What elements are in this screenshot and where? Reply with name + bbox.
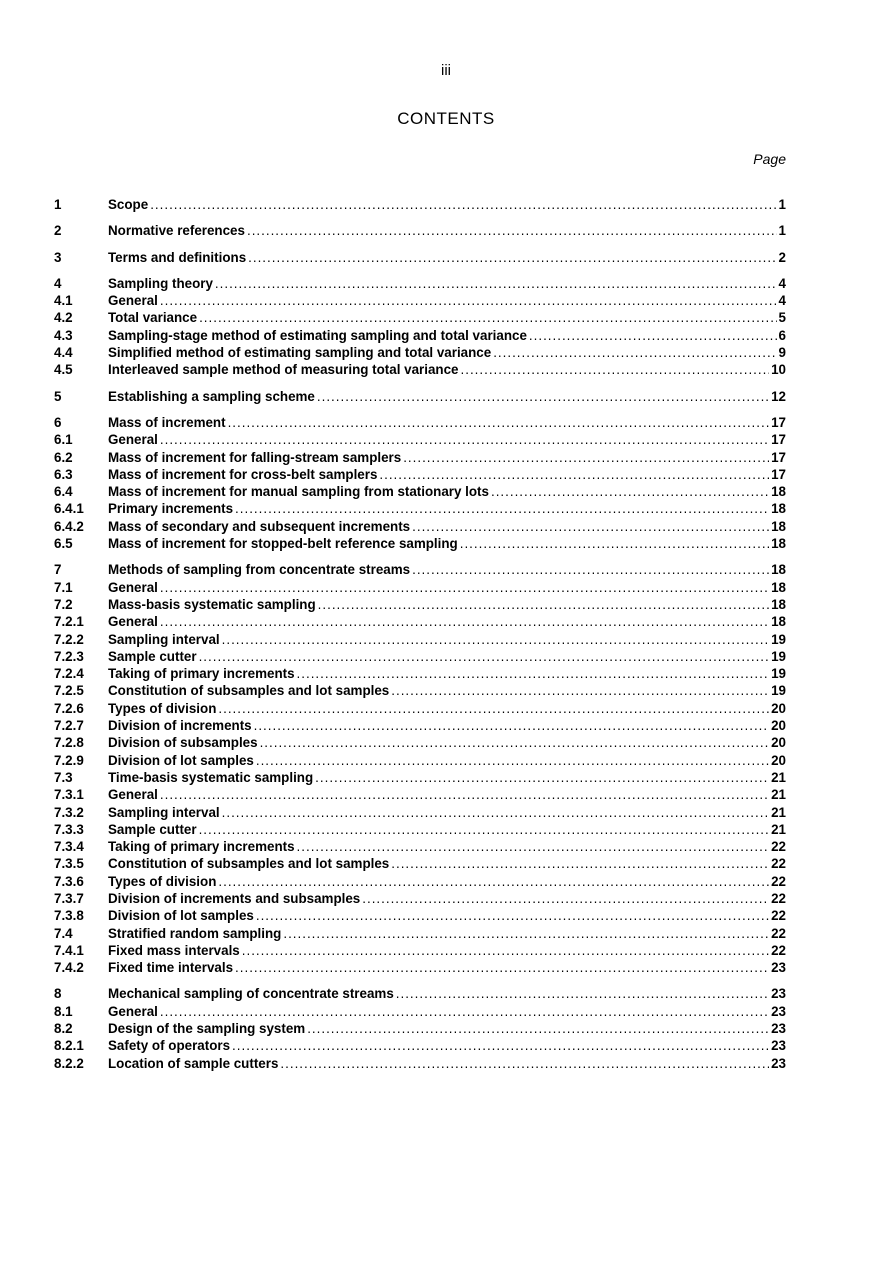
- toc-entry-number: 7.3.1: [54, 787, 84, 803]
- toc-entry[interactable]: [54, 483, 786, 500]
- toc-dot-leader: [218, 700, 769, 717]
- toc-entry[interactable]: [54, 717, 786, 734]
- toc-dot-leader: [222, 631, 769, 648]
- toc-entry-number: 7.3.5: [54, 856, 84, 872]
- toc-section-group: [54, 414, 786, 552]
- toc-dot-leader: [160, 786, 769, 803]
- toc-entry-title: Safety of operators: [108, 1038, 231, 1054]
- toc-entry-number: 7.1: [54, 579, 73, 595]
- toc-entry[interactable]: [54, 1037, 786, 1054]
- toc-dot-leader: [317, 388, 769, 405]
- toc-entry-page: 22: [771, 925, 786, 941]
- toc-entry-number: 7.2.1: [54, 614, 84, 630]
- toc-entry-title: Mass-basis systematic sampling: [108, 596, 316, 612]
- toc-section-group: [54, 275, 786, 379]
- toc-entry-page: 23: [771, 960, 786, 976]
- toc-entry-title: Location of sample cutters: [108, 1055, 279, 1071]
- toc-entry-title: General: [108, 787, 158, 803]
- toc-entry-page: 23: [771, 1055, 786, 1071]
- toc-entry-page: 17: [771, 414, 786, 430]
- toc-dot-leader: [218, 873, 769, 890]
- toc-entry[interactable]: [54, 907, 786, 924]
- toc-entry-page: 22: [771, 890, 786, 906]
- toc-dot-leader: [412, 518, 769, 535]
- toc-dot-leader: [391, 855, 769, 872]
- toc-entry-title: Primary increments: [108, 501, 234, 517]
- toc-entry-page: 21: [771, 787, 786, 803]
- page-number: iii: [441, 62, 451, 79]
- toc-entry-number: 7.4.2: [54, 960, 84, 976]
- toc-entry-title: General: [108, 293, 158, 309]
- toc-entry-page: 22: [771, 856, 786, 872]
- toc-entry-page: 23: [771, 1003, 786, 1019]
- toc-section-group: [54, 561, 786, 976]
- toc-entry-number: 5: [54, 388, 62, 404]
- toc-entry[interactable]: [54, 890, 786, 907]
- toc-dot-leader: [160, 431, 769, 448]
- toc-entry-page: 20: [771, 735, 786, 751]
- toc-entry-title: Simplified method of estimating sampling and total variance: [108, 345, 492, 361]
- toc-entry-title: Scope: [108, 197, 149, 212]
- toc-dot-leader: [160, 579, 769, 596]
- toc-dot-leader: [315, 769, 769, 786]
- toc-entry-number: 6.4: [54, 484, 73, 500]
- toc-entry[interactable]: [54, 631, 786, 648]
- toc-entry[interactable]: [54, 500, 786, 517]
- toc-dot-leader: [297, 838, 770, 855]
- toc-entry-number: 2: [54, 223, 62, 239]
- toc-entry-title: Taking of primary increments: [108, 839, 295, 855]
- toc-entry-page: 21: [771, 804, 786, 820]
- toc-entry-page: 5: [778, 310, 786, 326]
- toc-dot-leader: [260, 734, 770, 751]
- toc-entry-title: Sample cutter: [108, 821, 197, 837]
- toc-entry[interactable]: [54, 344, 786, 361]
- toc-dot-leader: [307, 1020, 769, 1037]
- toc-dot-leader: [160, 1003, 769, 1020]
- toc-section-group: [54, 985, 786, 1071]
- toc-entry-page: 20: [771, 700, 786, 716]
- toc-entry[interactable]: [54, 431, 786, 448]
- toc-dot-leader: [235, 959, 769, 976]
- toc-entry-page: 17: [771, 466, 786, 482]
- toc-entry-page: 18: [771, 501, 786, 517]
- toc-dot-leader: [396, 985, 769, 1002]
- toc-entry-number: 6.4.1: [54, 501, 84, 517]
- toc-entry-number: 8.2: [54, 1021, 73, 1037]
- toc-dot-leader: [318, 596, 769, 613]
- toc-entry-number: 6: [54, 414, 62, 430]
- toc-entry-number: 7.2.4: [54, 666, 84, 682]
- toc-entry-title: Mass of increment: [108, 414, 226, 430]
- toc-entry-number: 7.3.2: [54, 804, 84, 820]
- toc-entry-title: Sampling interval: [108, 804, 220, 820]
- toc-entry-title: Division of subsamples: [108, 735, 258, 751]
- toc-entry-page: 17: [771, 449, 786, 465]
- toc-entry[interactable]: [54, 613, 786, 630]
- toc-dot-leader: [228, 414, 770, 431]
- toc-entry[interactable]: [54, 1003, 786, 1020]
- toc-entry-number: 1: [54, 197, 62, 212]
- toc-entry-page: 18: [771, 562, 786, 578]
- toc-entry-title: Stratified random sampling: [108, 925, 282, 941]
- toc-entry-page: 19: [771, 666, 786, 682]
- toc-entry-number: 7.2.3: [54, 648, 84, 664]
- toc-dot-leader: [199, 821, 770, 838]
- toc-entry-number: 4.5: [54, 362, 73, 378]
- toc-dot-leader: [297, 665, 770, 682]
- toc-entry[interactable]: [54, 700, 786, 717]
- toc-entry-title: Types of division: [108, 873, 217, 889]
- toc-entry-number: 4: [54, 275, 62, 291]
- toc-entry[interactable]: [54, 535, 786, 552]
- toc-entry-page: 23: [771, 986, 786, 1002]
- toc-dot-leader: [235, 500, 769, 517]
- toc-entry[interactable]: [54, 682, 786, 699]
- toc-entry[interactable]: [54, 985, 786, 1002]
- toc-entry-title: Mass of increment for falling-stream samplers: [108, 449, 402, 465]
- toc-entry-number: 6.2: [54, 449, 73, 465]
- toc-entry-title: Division of lot samples: [108, 908, 254, 924]
- toc-entry-number: 8.1: [54, 1003, 73, 1019]
- page-column-label: Page: [753, 151, 786, 167]
- toc-entry[interactable]: [54, 648, 786, 665]
- toc-dot-leader: [256, 907, 769, 924]
- toc-entry-title: Interleaved sample method of measuring total variance: [108, 362, 459, 378]
- toc-entry-title: Sampling interval: [108, 631, 220, 647]
- toc-entry[interactable]: [54, 734, 786, 751]
- toc-entry-number: 4.1: [54, 293, 73, 309]
- toc-entry-number: 6.3: [54, 466, 73, 482]
- toc-entry-page: 21: [771, 821, 786, 837]
- toc-entry-page: 19: [771, 631, 786, 647]
- toc-entry-number: 7.3: [54, 769, 73, 785]
- toc-entry-title: Types of division: [108, 700, 217, 716]
- toc-entry-page: 4: [778, 293, 786, 309]
- toc-section-group: [54, 222, 786, 239]
- toc-entry[interactable]: [54, 665, 786, 682]
- toc-entry-title: Constitution of subsamples and lot samples: [108, 856, 390, 872]
- toc-dot-leader: [283, 925, 769, 942]
- toc-entry-page: 18: [771, 614, 786, 630]
- toc-entry[interactable]: [54, 579, 786, 596]
- toc-entry[interactable]: [54, 275, 786, 292]
- toc-entry-page: 23: [771, 1038, 786, 1054]
- toc-entry-title: Design of the sampling system: [108, 1021, 306, 1037]
- toc-entry-page: 1: [778, 197, 786, 212]
- toc-entry-page: 9: [778, 345, 786, 361]
- toc-entry-number: 7.3.7: [54, 890, 84, 906]
- toc-entry-number: 7.3.8: [54, 908, 84, 924]
- toc-entry-title: Mass of increment for stopped-belt reference sampling: [108, 536, 458, 552]
- toc-entry[interactable]: [54, 1055, 786, 1072]
- toc-dot-leader: [412, 561, 769, 578]
- toc-dot-leader: [242, 942, 769, 959]
- toc-dot-leader: [160, 613, 769, 630]
- toc-dot-leader: [215, 275, 777, 292]
- toc-entry[interactable]: [54, 327, 786, 344]
- toc-dot-leader: [254, 717, 769, 734]
- toc-entry-number: 7.2.5: [54, 683, 84, 699]
- toc-entry-page: 12: [771, 388, 786, 404]
- toc-section-group: [54, 249, 786, 266]
- toc-entry-page: 18: [771, 596, 786, 612]
- toc-dot-leader: [222, 804, 769, 821]
- toc-entry-title: General: [108, 1003, 158, 1019]
- toc-entry[interactable]: [54, 292, 786, 309]
- toc-entry-page: 18: [771, 579, 786, 595]
- toc-entry[interactable]: [54, 414, 786, 431]
- toc-entry-title: Sampling-stage method of estimating sampling and total variance: [108, 327, 527, 343]
- toc-entry[interactable]: [54, 769, 786, 786]
- toc-entry-title: Taking of primary increments: [108, 666, 295, 682]
- toc-dot-leader: [461, 361, 770, 378]
- toc-entry-number: 7.3.6: [54, 873, 84, 889]
- toc-entry-number: 7.2.8: [54, 735, 84, 751]
- toc-dot-leader: [403, 449, 769, 466]
- toc-entry-page: 18: [771, 484, 786, 500]
- toc-entry-title: Mass of increment for cross-belt samplers: [108, 466, 378, 482]
- toc-entry[interactable]: [54, 361, 786, 378]
- toc-entry-page: 1: [778, 223, 786, 239]
- toc-entry-page: 23: [771, 1021, 786, 1037]
- toc-entry-title: Sample cutter: [108, 648, 197, 664]
- toc-dot-leader: [460, 535, 769, 552]
- toc-dot-leader: [256, 752, 769, 769]
- toc-entry-page: 22: [771, 908, 786, 924]
- toc-entry-page: 21: [771, 769, 786, 785]
- toc-entry-number: 4.3: [54, 327, 73, 343]
- toc-entry-title: Sampling theory: [108, 275, 213, 291]
- toc-entry-page: 20: [771, 718, 786, 734]
- toc-entry-page: 18: [771, 518, 786, 534]
- toc-dot-leader: [247, 222, 777, 239]
- toc-entry-number: 8: [54, 986, 62, 1002]
- toc-entry[interactable]: [54, 249, 786, 266]
- toc-entry-title: Mechanical sampling of concentrate streams: [108, 986, 394, 1002]
- toc-entry-page: 19: [771, 648, 786, 664]
- toc-section-group: [54, 196, 786, 213]
- toc-entry-number: 4.2: [54, 310, 73, 326]
- toc-entry-title: Mass of increment for manual sampling from stationary lots: [108, 484, 489, 500]
- toc-entry-number: 6.5: [54, 536, 73, 552]
- toc-entry-page: 22: [771, 839, 786, 855]
- toc-dot-leader: [280, 1055, 769, 1072]
- toc-entry[interactable]: [54, 855, 786, 872]
- toc-entry-page: 19: [771, 683, 786, 699]
- toc-entry[interactable]: [54, 804, 786, 821]
- toc-entry-number: 3: [54, 249, 62, 265]
- toc-dot-leader: [391, 682, 769, 699]
- toc-entry-page: 6: [778, 327, 786, 343]
- toc-entry-title: General: [108, 579, 158, 595]
- contents-title: CONTENTS: [397, 109, 495, 128]
- toc-entry[interactable]: [54, 942, 786, 959]
- toc-entry-title: Fixed mass intervals: [108, 942, 240, 958]
- toc-entry[interactable]: [54, 388, 786, 405]
- toc-entry-title: Constitution of subsamples and lot samples: [108, 683, 390, 699]
- toc-entry-number: 6.1: [54, 432, 73, 448]
- toc-entry[interactable]: [54, 449, 786, 466]
- toc-entry-page: 17: [771, 432, 786, 448]
- toc-entry-number: 7.2.6: [54, 700, 84, 716]
- toc-entry-number: 7.3.3: [54, 821, 84, 837]
- toc-dot-leader: [199, 309, 776, 326]
- toc-dot-leader: [493, 344, 776, 361]
- toc-entry-page: 10: [771, 362, 786, 378]
- toc-section-group: [54, 388, 786, 405]
- toc-entry-page: 4: [778, 275, 786, 291]
- toc-entry-title: Fixed time intervals: [108, 960, 234, 976]
- toc-entry-page: 20: [771, 752, 786, 768]
- toc-entry[interactable]: [54, 222, 786, 239]
- toc-dot-leader: [379, 466, 769, 483]
- toc-entry-number: 7.2.9: [54, 752, 84, 768]
- toc-entry[interactable]: [54, 925, 786, 942]
- toc-dot-leader: [529, 327, 777, 344]
- toc-entry-number: 7.2.2: [54, 631, 84, 647]
- toc-dot-leader: [150, 196, 776, 213]
- toc-entry-title: Total variance: [108, 310, 198, 326]
- toc-entry-title: Division of increments: [108, 718, 252, 734]
- toc-entry-page: 22: [771, 942, 786, 958]
- toc-entry-number: 7: [54, 562, 62, 578]
- toc-entry-number: 7.4: [54, 925, 73, 941]
- toc-entry[interactable]: [54, 596, 786, 613]
- toc-entry-title: Normative references: [108, 223, 245, 239]
- toc-entry[interactable]: [54, 309, 786, 326]
- toc-dot-leader: [491, 483, 769, 500]
- toc-entry-number: 7.2: [54, 596, 73, 612]
- toc-dot-leader: [160, 292, 777, 309]
- toc-entry-number: 8.2.2: [54, 1055, 84, 1071]
- toc-entry[interactable]: [54, 873, 786, 890]
- toc-entry[interactable]: [54, 196, 786, 213]
- toc-entry[interactable]: [54, 1020, 786, 1037]
- toc-entry[interactable]: [54, 518, 786, 535]
- toc-entry-page: 2: [778, 249, 786, 265]
- toc-entry-number: 7.2.7: [54, 718, 84, 734]
- toc-entry-title: Time-basis systematic sampling: [108, 769, 314, 785]
- toc-entry[interactable]: [54, 561, 786, 578]
- toc-entry-number: 6.4.2: [54, 518, 84, 534]
- toc-entry-number: 7.3.4: [54, 839, 84, 855]
- toc-entry-title: Terms and definitions: [108, 249, 247, 265]
- toc-entry-title: General: [108, 432, 158, 448]
- toc-dot-leader: [362, 890, 769, 907]
- toc-entry[interactable]: [54, 752, 786, 769]
- toc-entry-title: Mass of secondary and subsequent increments: [108, 518, 411, 534]
- toc-entry-number: 8.2.1: [54, 1038, 84, 1054]
- toc-dot-leader: [232, 1037, 769, 1054]
- toc-entry-page: 18: [771, 536, 786, 552]
- toc-entry-title: Division of increments and subsamples: [108, 890, 361, 906]
- table-of-contents: [54, 196, 786, 1081]
- toc-entry-page: 22: [771, 873, 786, 889]
- toc-entry-title: Division of lot samples: [108, 752, 254, 768]
- toc-entry[interactable]: [54, 838, 786, 855]
- toc-entry[interactable]: [54, 466, 786, 483]
- toc-entry-number: 4.4: [54, 345, 73, 361]
- toc-entry-number: 7.4.1: [54, 942, 84, 958]
- toc-entry-title: Establishing a sampling scheme: [108, 388, 315, 404]
- toc-entry[interactable]: [54, 786, 786, 803]
- toc-entry[interactable]: [54, 821, 786, 838]
- toc-entry[interactable]: [54, 959, 786, 976]
- toc-entry-title: Methods of sampling from concentrate streams: [108, 562, 411, 578]
- toc-dot-leader: [199, 648, 770, 665]
- toc-dot-leader: [248, 249, 776, 266]
- toc-entry-title: General: [108, 614, 158, 630]
